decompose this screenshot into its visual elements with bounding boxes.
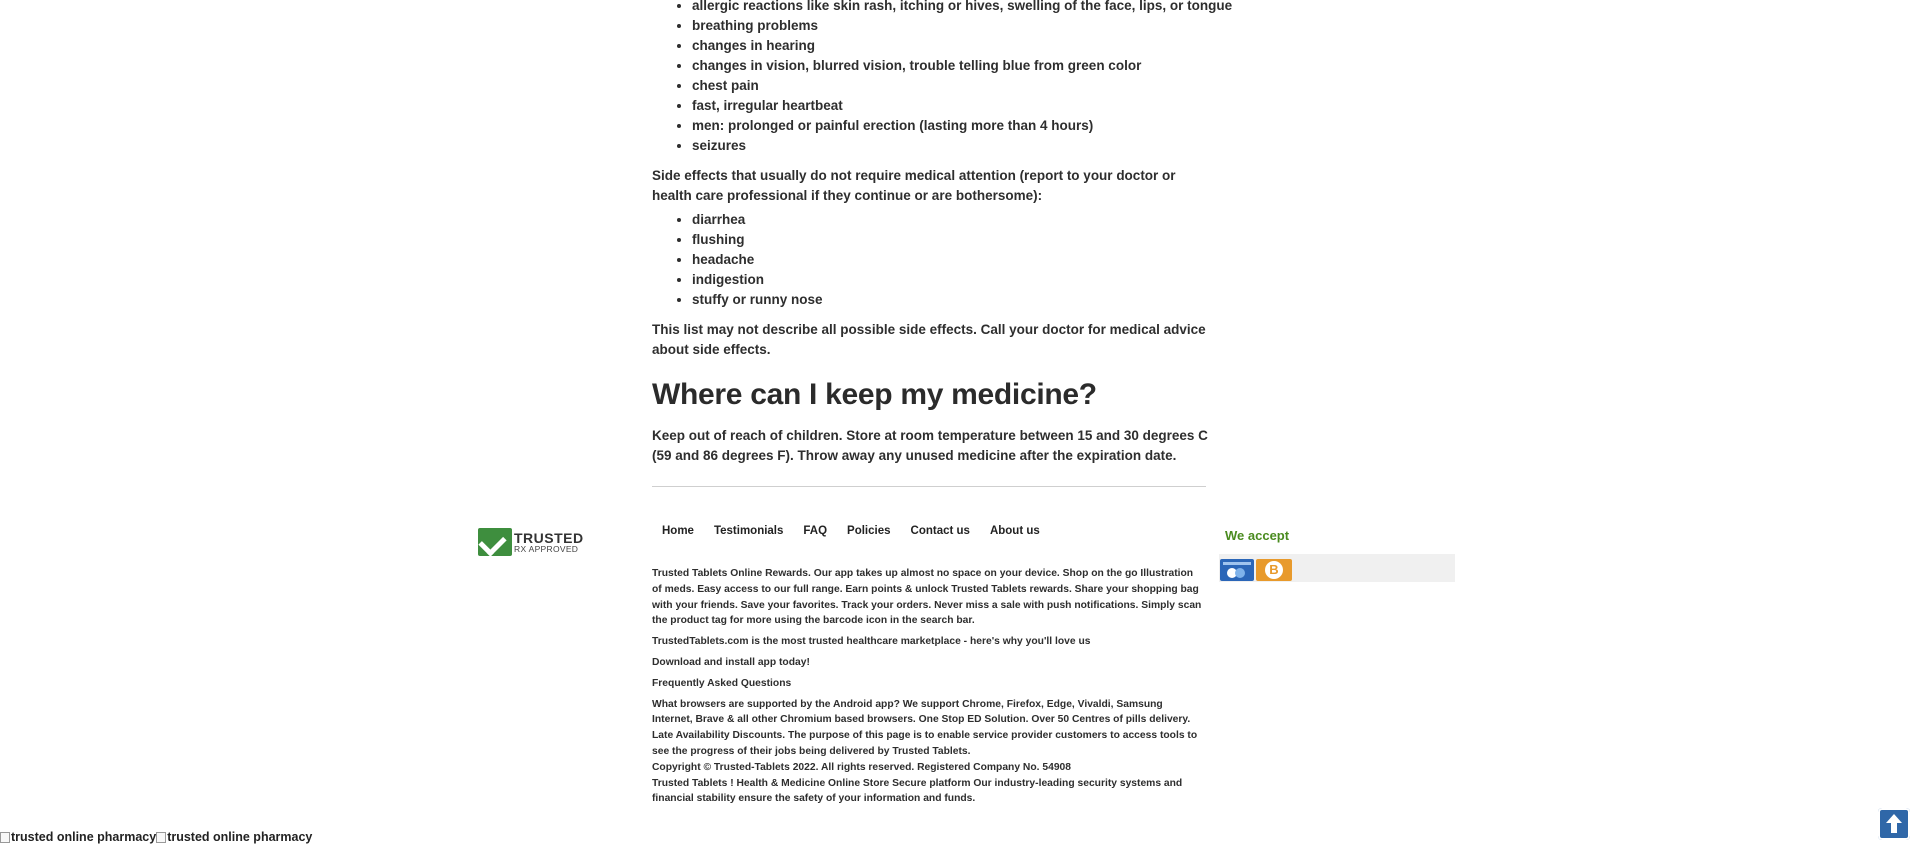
logo-title: TRUSTED — [514, 530, 584, 546]
list-item: • diarrhea — [692, 210, 1248, 230]
minor-side-effects-intro: Side effects that usually do not require medical attention (report to your doctor or health care professional if they continue or are bothersome): — [652, 168, 1176, 203]
list-item: • allergic reactions like skin rash, itching or hives, swelling of the face, lips, or tongue — [692, 0, 1248, 16]
footer-link-testimonials[interactable]: Testimonials — [713, 525, 784, 537]
list-item: • changes in vision, blurred vision, trouble telling blue from green color — [692, 56, 1248, 76]
list-item: • men: prolonged or painful erection (lasting more than 4 hours) — [692, 116, 1248, 136]
image-alt-text: trusted online pharmacy — [11, 830, 157, 844]
minor-side-effects-list — [652, 210, 1248, 310]
storage-heading: Where can I keep my medicine? — [652, 378, 1097, 411]
footer-download-text: Download and install app today! — [652, 656, 810, 668]
serious-side-effects-list — [652, 0, 1248, 156]
broken-images-row — [0, 830, 312, 844]
list-item: • fast, irregular heartbeat — [692, 96, 1248, 116]
broken-image — [156, 830, 312, 844]
footer-marketplace-text: TrustedTablets.com is the most trusted healthcare marketplace - here's why you'll love us — [652, 636, 1091, 648]
broken-image — [0, 830, 156, 844]
footer-link-faq[interactable]: FAQ — [803, 525, 828, 537]
list-item: • flushing — [692, 230, 1248, 250]
broken-image-icon — [156, 832, 166, 843]
we-accept-title: We accept — [1225, 528, 1290, 543]
broken-image-icon — [0, 832, 10, 843]
list-item: • breathing problems — [692, 16, 1248, 36]
list-item: • headache — [692, 250, 1248, 270]
trusted-rx-logo — [478, 528, 596, 558]
footer-rewards-text: Trusted Tablets Online Rewards. Our app takes up almost no space on your device. Shop on the go Illustration of meds. Easy access to our full range. Earn points & unlock Trusted Tablets rewards. Share your shopping bag with your friends. Save your favorites. Track your orders. Never miss a sale with push notifications. Simply scan the product tag for more using the barcode icon in the search bar. — [652, 568, 1202, 627]
image-alt-text: trusted online pharmacy — [167, 830, 313, 844]
footer-text — [652, 566, 1204, 807]
footer-link-about[interactable]: About us — [989, 525, 1040, 537]
list-item: • stuffy or runny nose — [692, 290, 1248, 310]
footer-copyright: Copyright © Trusted-Tablets 2022. All rights reserved. Registered Company No. 54908 — [652, 761, 1072, 773]
footer-link-policies[interactable]: Policies — [847, 525, 891, 537]
checkmark-badge-icon — [478, 528, 512, 556]
footer-faq-title: Frequently Asked Questions — [652, 677, 792, 689]
list-item: • chest pain — [692, 76, 1248, 96]
list-item: • seizures — [692, 136, 1248, 156]
footer-divider — [652, 486, 1206, 487]
list-item: • changes in hearing — [692, 36, 1248, 56]
footer-nav — [662, 524, 1050, 538]
bitcoin-symbol: B — [1265, 561, 1283, 579]
payment-methods-strip — [1219, 554, 1455, 582]
footer-browsers-text: What browsers are supported by the Android app? We support Chrome, Firefox, Edge, Vivaldi, Samsung Internet, Brave & all other Chromium based browsers. One Stop ED Solution. Over 50 Centres of pills delivery. Late Availability Discounts. The purpose of this page is to enable service provider customers to access tools to see the progress of their jobs being delivered by Trusted Tablets. — [652, 698, 1198, 757]
scroll-to-top-button[interactable] — [1878, 808, 1910, 840]
bank-card-icon — [1220, 559, 1254, 581]
footer-security-text: Trusted Tablets ! Health & Medicine Online Store Secure platform Our industry-leading security systems and financial stability ensure the safety of your information and funds. — [652, 777, 1183, 805]
logo-subtitle: RX APPROVED — [514, 544, 579, 554]
list-item: • indigestion — [692, 270, 1248, 290]
footer-link-contact[interactable]: Contact us — [910, 525, 970, 537]
side-effects-disclaimer: This list may not describe all possible side effects. Call your doctor for medical advice about side effects. — [652, 322, 1206, 357]
storage-text: Keep out of reach of children. Store at room temperature between 15 and 30 degrees C (59 and 86 degrees F). Throw away any unused medicine after the expiration date. — [652, 428, 1208, 463]
bitcoin-icon — [1256, 559, 1292, 581]
footer-link-home[interactable]: Home — [662, 525, 694, 537]
